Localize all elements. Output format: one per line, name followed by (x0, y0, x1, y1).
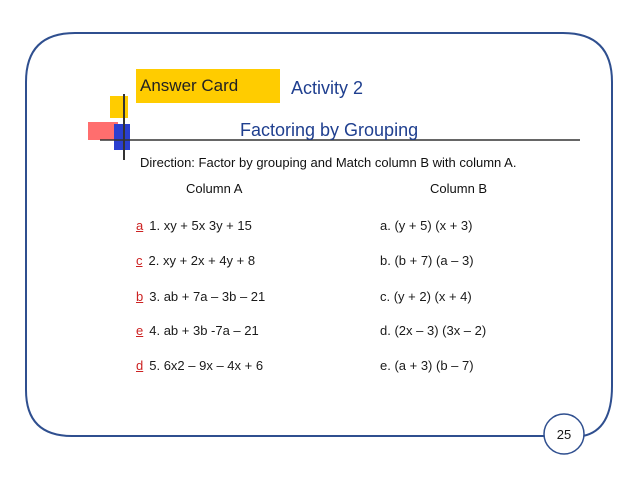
page-number: 25 (556, 427, 572, 442)
page-subtitle: Factoring by Grouping (240, 120, 419, 140)
column-b-item: a. (y + 5) (x + 3) (380, 218, 473, 233)
column-b-item: e. (a + 3) (b – 7) (380, 358, 474, 373)
expression: 2. xy + 2x + 4y + 8 (148, 253, 256, 268)
column-a-item (136, 253, 255, 268)
column-b-item: d. (2x – 3) (3x – 2) (380, 323, 487, 338)
column-a-header: Column A (186, 181, 243, 196)
column-b-item: c. (y + 2) (x + 4) (380, 289, 472, 304)
answer-card-badge: Answer Card (136, 69, 280, 103)
expression: 1. xy + 5x 3y + 15 (149, 218, 252, 233)
decor-yellow-square (110, 96, 128, 118)
column-a-item (136, 289, 265, 304)
column-a-item (136, 358, 263, 373)
expression: 3. ab + 7a – 3b – 21 (149, 289, 266, 304)
column-a-item (136, 218, 252, 233)
expression: 4. ab + 3b -7a – 21 (149, 323, 259, 338)
expression: 5. 6x2 – 9x – 4x + 6 (149, 358, 264, 373)
answer-letter: c (136, 253, 143, 268)
decor-blue-square (114, 124, 130, 150)
answer-letter: e (136, 323, 144, 338)
answer-letter: d (136, 358, 144, 373)
decor-red-square (88, 122, 118, 140)
direction-text: Direction: Factor by grouping and Match column B with column A. (140, 155, 517, 170)
column-a-item (136, 323, 259, 338)
answer-letter: b (136, 289, 144, 304)
answer-letter: a (136, 218, 144, 233)
activity-title: Activity 2 (291, 78, 364, 98)
column-b-header: Column B (430, 181, 488, 196)
column-b-item: b. (b + 7) (a – 3) (380, 253, 474, 268)
